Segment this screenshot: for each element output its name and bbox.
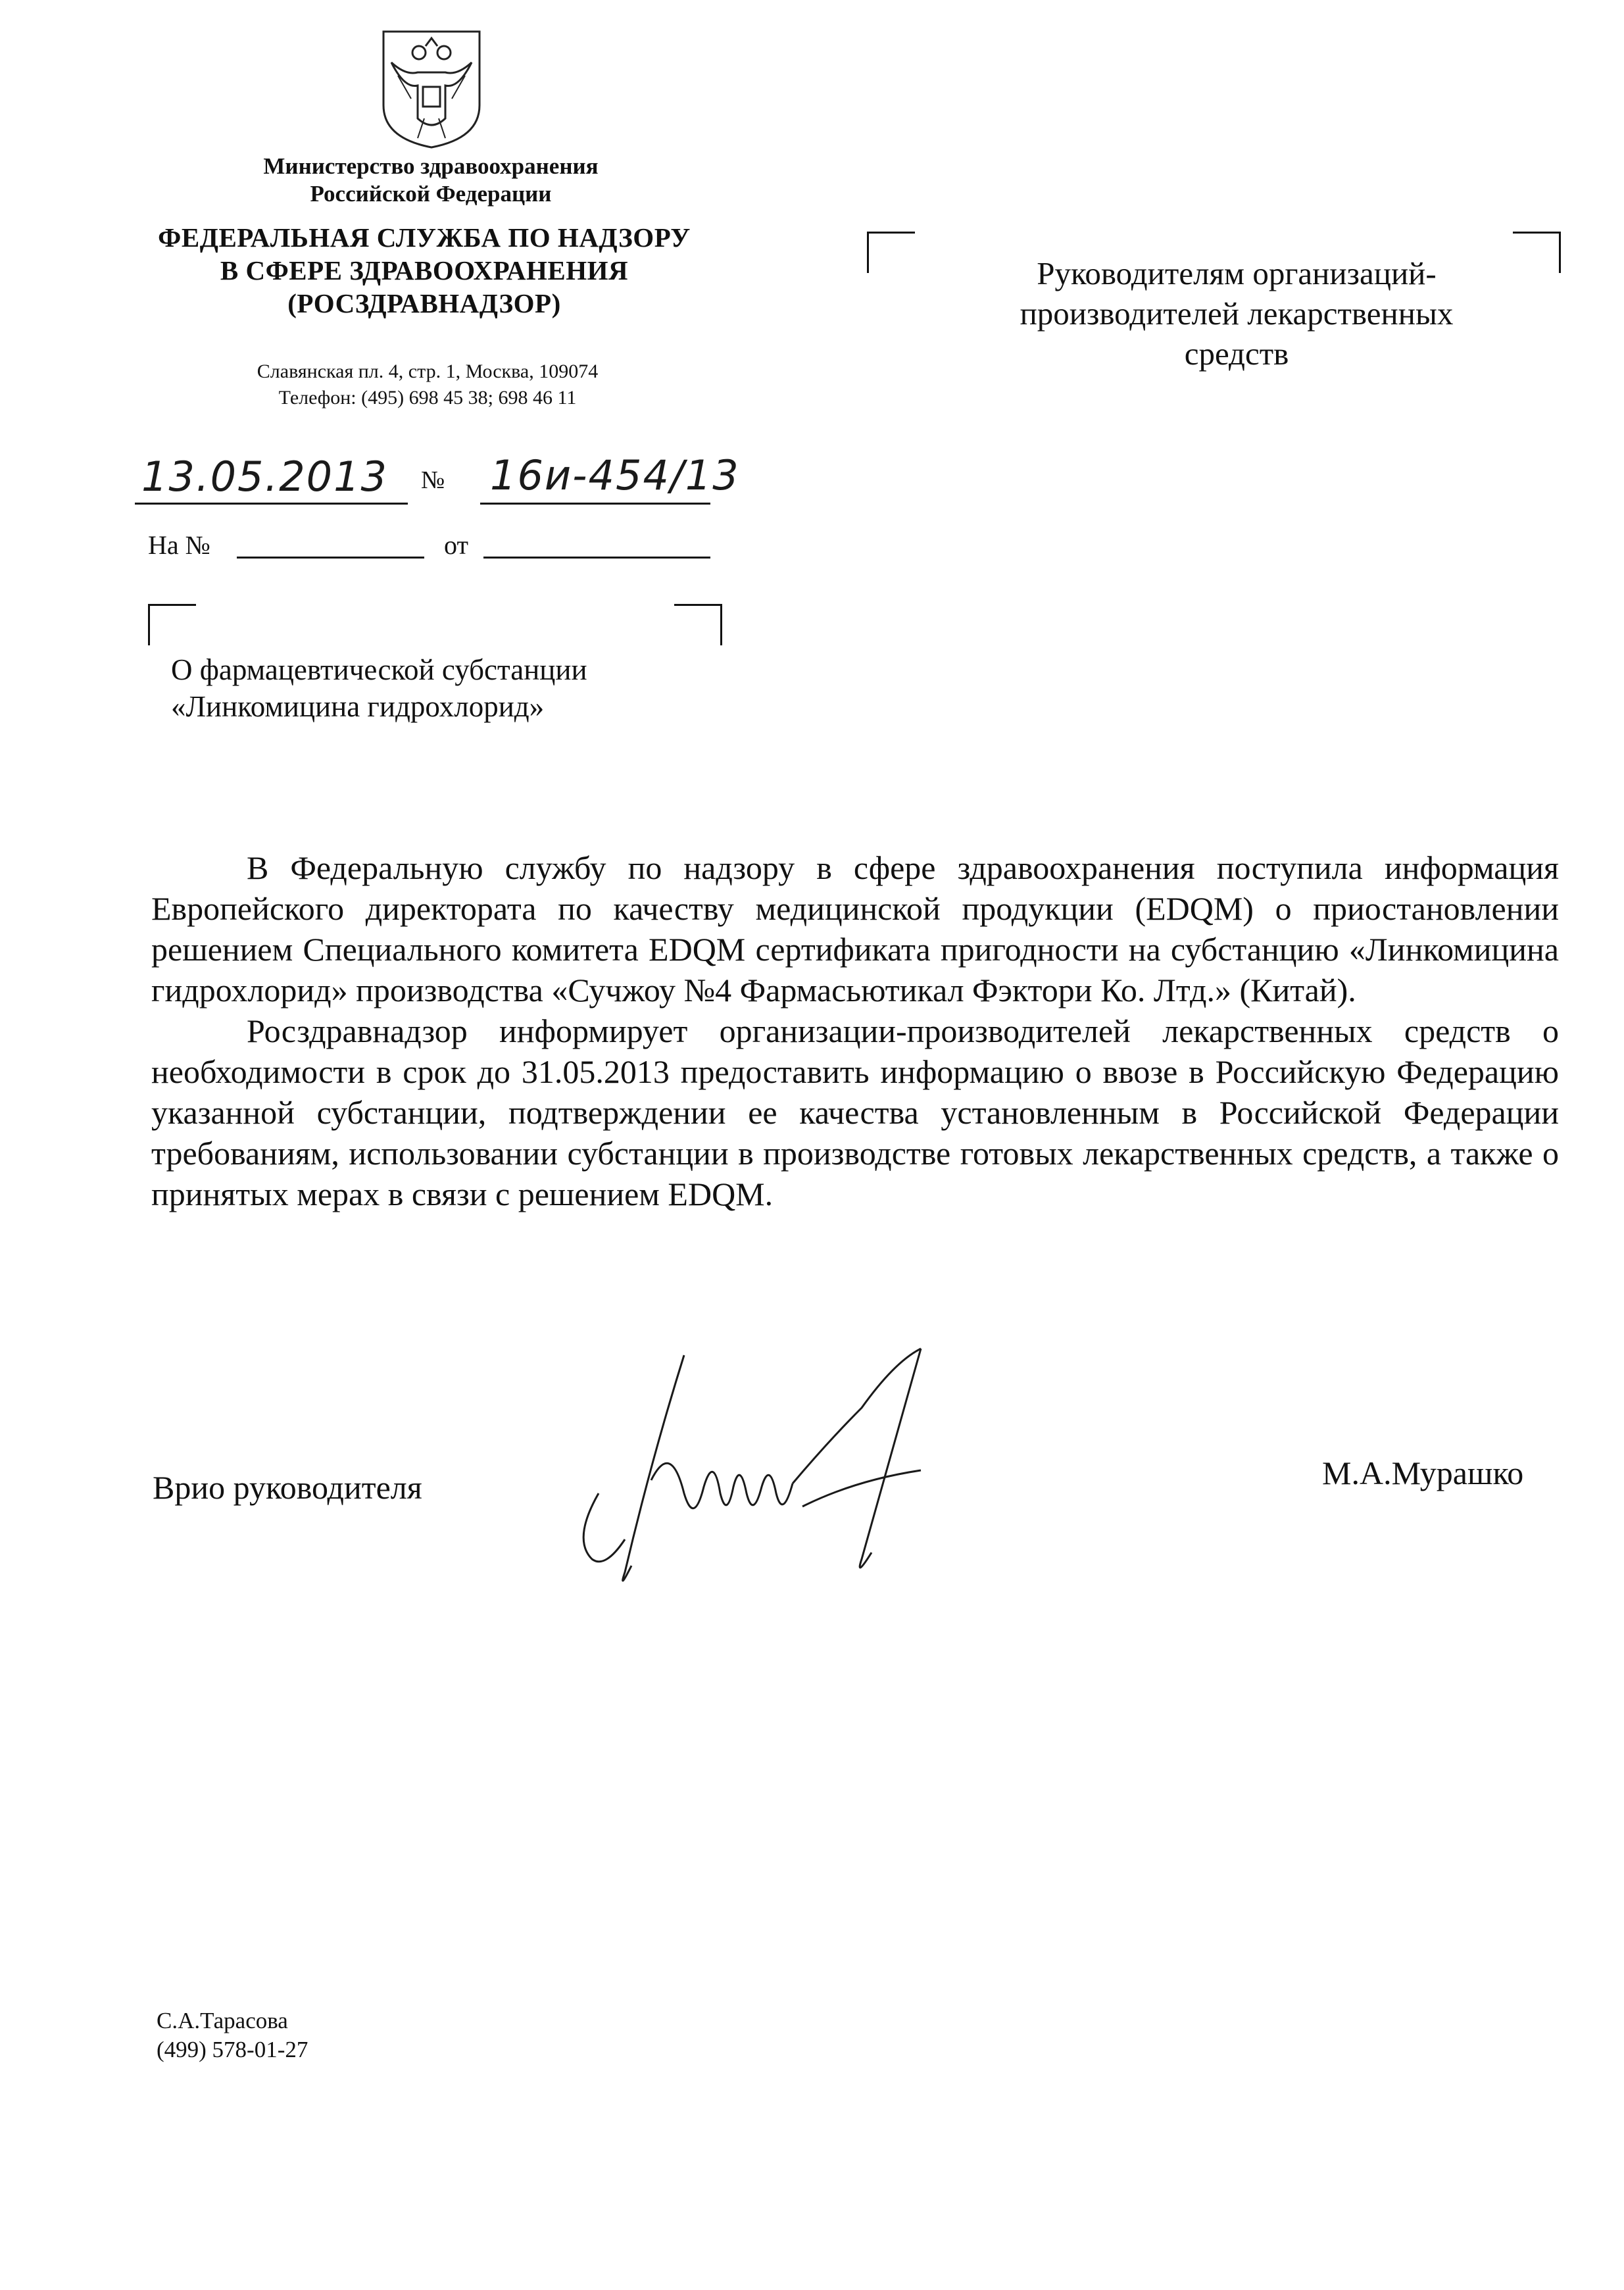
letter-subject (171, 651, 763, 725)
executor-name: С.А.Тарасова (157, 2008, 288, 2033)
letter-body (151, 847, 1559, 1214)
ministry-line-2: Российской Федерации (310, 181, 552, 207)
registration-date: 13.05.2013 (141, 453, 388, 501)
number-underline (480, 503, 710, 505)
ministry-line-1: Министерство здравоохранения (263, 153, 599, 179)
service-name (138, 221, 710, 320)
service-line-2: В СФЕРЕ ЗДРАВООХРАНЕНИЯ (220, 255, 629, 286)
signatory-position: Врио руководителя (153, 1469, 422, 1506)
addressee (947, 253, 1526, 374)
number-sign: № (421, 466, 445, 494)
addressee-line-2: производителей лекарственных (1020, 295, 1454, 332)
body-paragraph-1: В Федеральную службу по надзору в сфере здравоохранения поступила информация Европейского директората по качеству медицинской продукции (EDQM) о приостановлении решением Специального комитета EDQM сертификата пригодности на субстанцию «Линкомицина гидрохлорид» производства «Сучжоу №4 Фармасьютикал Фэктори Ко. Лтд.» (Китай). (151, 849, 1559, 1008)
service-address (171, 359, 684, 411)
coat-of-arms-emblem (378, 26, 485, 151)
reply-date-label: от (444, 530, 468, 560)
addressee-line-3: средств (1184, 336, 1289, 372)
addressee-line-1: Руководителям организаций- (1037, 255, 1437, 291)
address-line: Славянская пл. 4, стр. 1, Москва, 109074 (257, 361, 599, 382)
executor-phone: (499) 578-01-27 (157, 2037, 308, 2062)
subject-line-2: «Линкомицина гидрохлорид» (171, 690, 545, 723)
reply-number-blank (237, 557, 424, 559)
subject-corner-top-right (674, 604, 722, 645)
executor-info (157, 2006, 308, 2064)
ministry-name (197, 153, 664, 208)
subject-line-1: О фармацевтической субстанции (171, 653, 587, 686)
phone-line: Телефон: (495) 698 45 38; 698 46 11 (278, 387, 577, 409)
date-underline (135, 503, 408, 505)
service-line-1: ФЕДЕРАЛЬНАЯ СЛУЖБА ПО НАДЗОРУ (158, 222, 691, 253)
reply-date-blank (483, 557, 710, 559)
signatory-name: М.А.Мурашко (1322, 1455, 1524, 1491)
registration-number: 16и-454/13 (490, 451, 740, 499)
subject-corner-top-left (148, 604, 196, 645)
handwritten-signature (553, 1342, 960, 1599)
service-line-3: (РОСЗДРАВНАДЗОР) (287, 288, 561, 318)
addressee-corner-top-left (867, 232, 915, 273)
reply-number-label: На № (148, 530, 210, 560)
body-paragraph-2: Росздравнадзор информирует организации-производителей лекарственных средств о необходимости в срок до 31.05.2013 предоставить информацию о ввозе в Российскую Федерацию указанной субстанции, подтверждении ее качества установленным в Российской Федерации требованиям, использовании субстанции в производстве готовых лекарственных средств, а также о принятых мерах в связи с решением EDQM. (151, 1012, 1559, 1212)
